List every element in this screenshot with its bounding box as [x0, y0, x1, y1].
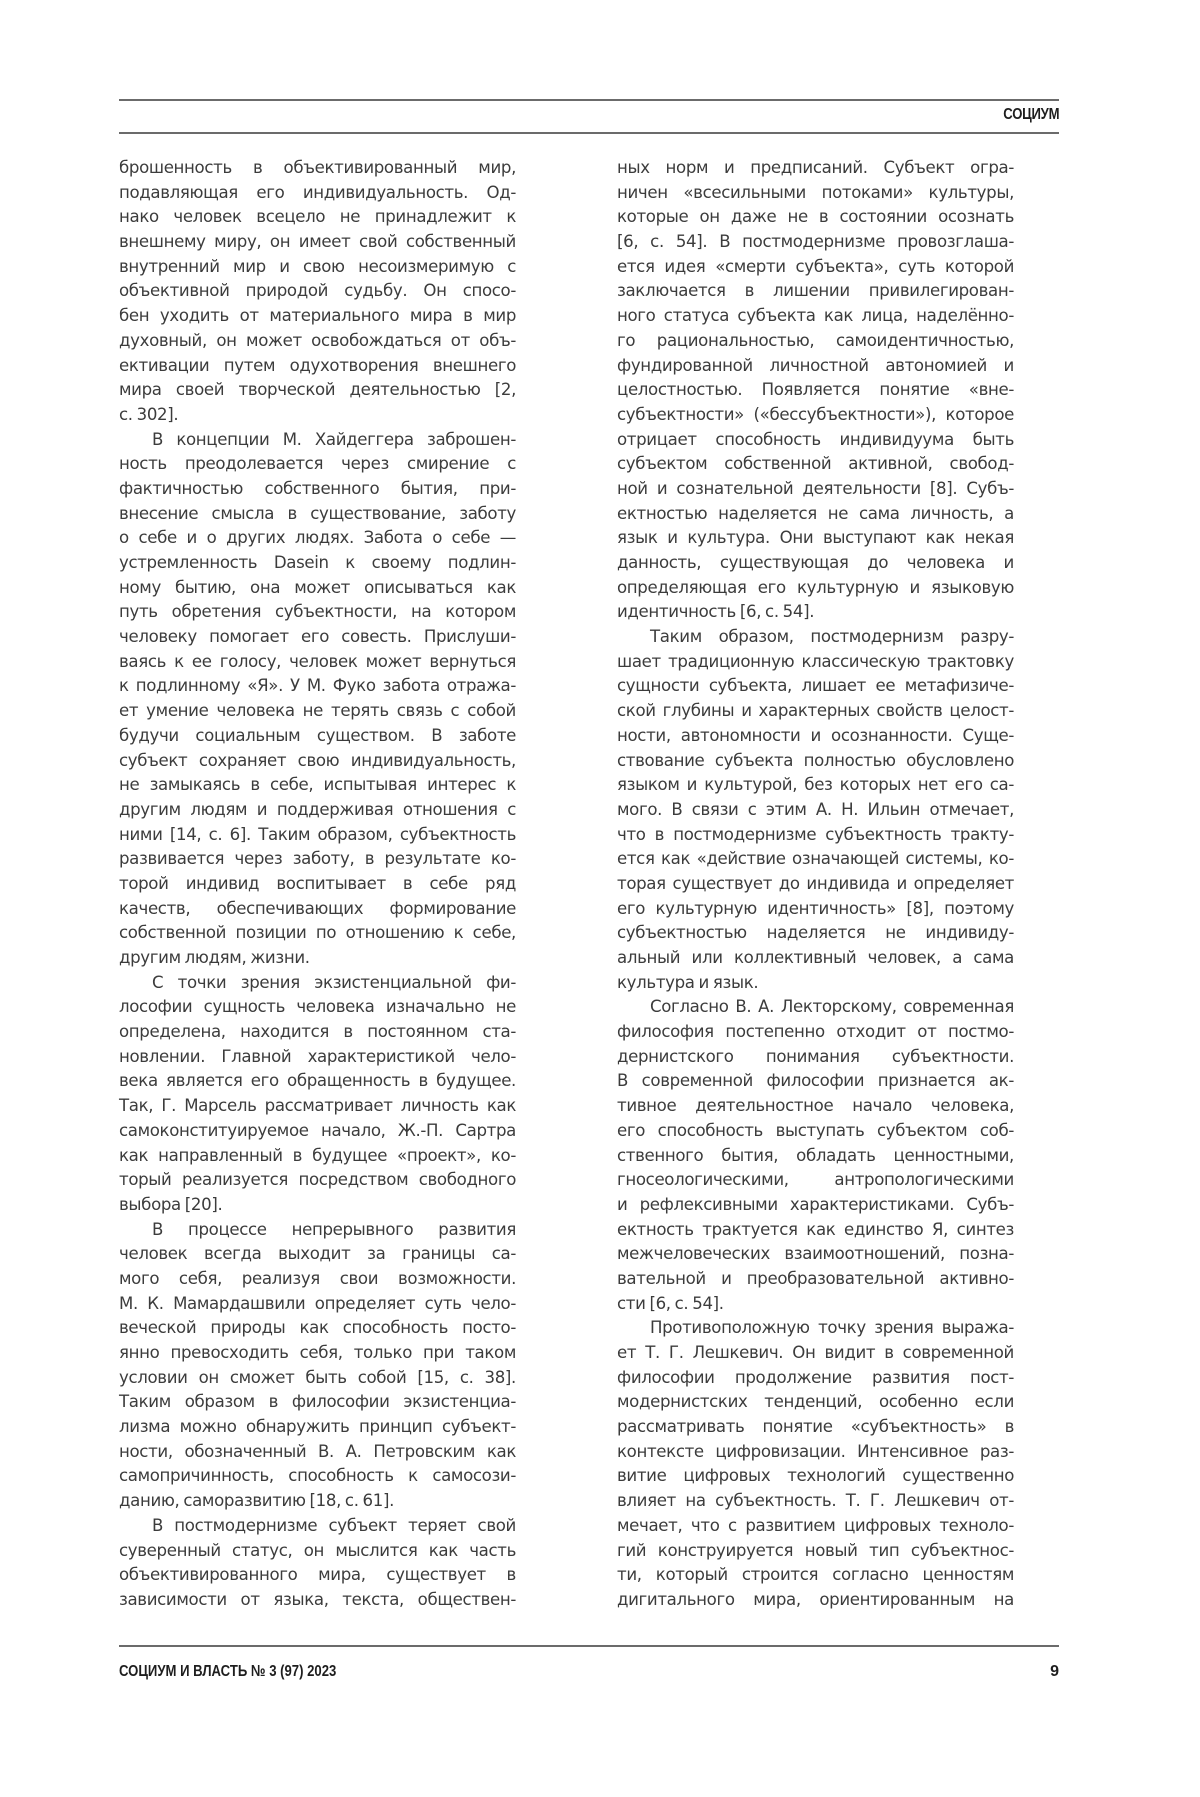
text-line: человеку помогает его совесть. Прислуши-: [119, 627, 516, 647]
text-line: Так, Г. Марсель рассматривает личность как: [119, 1096, 516, 1116]
text-line: субъектностью наделяется не индивиду-: [617, 923, 1014, 943]
text-line: подавляющая его индивидуальность. Од-: [119, 182, 516, 202]
text-line: М. К. Мамардашвили определяет суть чело-: [119, 1293, 516, 1313]
text-line: что в постмодернизме субъектность тракту-: [617, 824, 1014, 844]
text-line: века является его обращенность в будущее.: [119, 1071, 516, 1091]
footer-journal-title: СОЦИУМ И ВЛАСТЬ № 3 (97) 2023: [119, 1663, 337, 1680]
paragraph-first-line: В процессе непрерывного развития: [152, 1219, 516, 1239]
text-line: сти [6, с. 54].: [617, 1293, 724, 1313]
text-line: идентичность [6, с. 54].: [617, 602, 815, 622]
text-line: дернистского понимания субъектности.: [617, 1046, 1014, 1066]
text-line: духовный, он может освобождаться от объ-: [119, 330, 516, 350]
text-line: о себе и о других людях. Забота о себе —: [119, 528, 516, 548]
text-line: философия постепенно отходит от постмо-: [617, 1022, 1014, 1042]
text-line: ет Т. Г. Лешкевич. Он видит в современной: [617, 1343, 1014, 1362]
text-line: ектность трактуется как единство Я, синтез: [617, 1219, 1014, 1239]
text-line: торая существует до индивида и определяет: [617, 873, 1014, 893]
text-line: фундированной личностной автономией и: [617, 355, 1014, 375]
text-line: шает традиционную классическую трактовку: [617, 651, 1014, 671]
text-line: Таким образом в философии экзистенциа-: [119, 1392, 516, 1412]
text-line: данность, существующая до человека и: [617, 553, 1014, 572]
text-line: не замыкаясь в себе, испытывая интерес к: [119, 775, 516, 795]
text-line: мира своей творческой деятельностью [2,: [119, 380, 516, 400]
text-line: ской глубины и характерных свойств целост-: [617, 701, 1014, 721]
text-line: ности, автономности и осознанности. Суще-: [617, 725, 1014, 745]
text-line: ной и сознательной деятельности [8]. Субъ-: [617, 478, 1014, 498]
text-line: торый реализуется посредством свободного: [119, 1170, 516, 1190]
text-line: выбора [20].: [119, 1194, 223, 1214]
text-line: ствование субъекта полностью обусловлено: [617, 750, 1014, 770]
text-line: философии продолжение развития пост-: [617, 1367, 1014, 1387]
text-line: ность преодолевается через смирение с: [119, 454, 516, 474]
text-line: другим людям, жизни.: [119, 948, 310, 967]
text-line: гий конструируется новый тип субъектнос-: [617, 1540, 1014, 1560]
paragraph-first-line: Противоположную точку зрения выража-: [650, 1318, 1014, 1338]
text-line: ет умение человека не терять связь с собой: [119, 701, 516, 721]
text-line: брошенность в объективированный мир,: [119, 158, 516, 177]
text-line: дигитального мира, ориентированным на: [617, 1589, 1014, 1609]
text-line: го рациональностью, самоидентичностью,: [617, 330, 1014, 350]
text-line: ется идея «смерти субъекта», суть которой: [617, 256, 1014, 276]
text-line: В современной философии признается ак-: [617, 1071, 1014, 1091]
text-line: сущности субъекта, лишает ее метафизиче-: [617, 676, 1014, 696]
paragraph-first-line: В постмодернизме субъект теряет свой: [152, 1515, 516, 1535]
paragraph-first-line: В концепции М. Хайдеггера заброшен-: [152, 429, 516, 449]
text-line: лософии сущность человека изначально не: [119, 997, 516, 1017]
text-line: тивное деятельностное начало человека,: [617, 1096, 1014, 1116]
text-column-left: [119, 156, 516, 1613]
text-line: торой индивид воспитывает в себе ряд: [119, 873, 516, 893]
paragraph-first-line: С точки зрения экзистенциальной фи-: [152, 972, 516, 992]
text-line: человек всегда выходит за границы са-: [119, 1244, 516, 1264]
text-line: влияет на субъектность. Т. Г. Лешкевич от-: [617, 1491, 1014, 1511]
text-line: к подлинному «Я». У М. Фуко забота отража-: [119, 676, 516, 696]
text-line: ности, обозначенный В. А. Петровским как: [119, 1441, 516, 1461]
text-line: самопричинность, способность к самосози-: [119, 1466, 516, 1486]
text-line: лизма можно обнаружить принцип субъект-: [119, 1417, 516, 1437]
header-rule-top: [119, 99, 1059, 101]
text-line: мого себя, реализуя свои возможности.: [119, 1268, 516, 1288]
text-line: определена, находится в постоянном ста-: [119, 1022, 516, 1042]
text-line: модернистских тенденций, особенно если: [617, 1392, 1014, 1412]
text-line: данию, саморазвитию [18, с. 61].: [119, 1491, 395, 1511]
text-line: веческой природы как способность посто-: [119, 1318, 516, 1338]
text-line: с. 302].: [119, 404, 179, 424]
text-line: субъектности» («бессубъектности»), которое: [617, 404, 1014, 424]
text-line: ных норм и предписаний. Субъект огра-: [617, 158, 1014, 177]
text-line: межчеловеческих взаимоотношений, позна-: [617, 1244, 1014, 1264]
text-line: витие цифровых технологий существенно: [617, 1466, 1014, 1486]
text-line: мечает, что с развитием цифровых техноло-: [617, 1515, 1014, 1535]
text-line: внутренний мир и свою несоизмеримую с: [119, 256, 516, 276]
text-line: ними [14, с. 6]. Таким образом, субъектность: [119, 824, 516, 844]
text-line: ного статуса субъекта как лица, наделённо-: [617, 306, 1014, 326]
text-line: ственного бытия, обладать ценностными,: [617, 1145, 1014, 1165]
text-line: качеств, обеспечивающих формирование: [119, 898, 516, 918]
paragraph-first-line: Согласно В. А. Лекторскому, современная: [650, 997, 1014, 1017]
text-line: [6, с. 54]. В постмодернизме провозглаша-: [617, 232, 1014, 252]
text-line: бен уходить от материального мира в мир: [119, 306, 516, 326]
text-line: культура и язык.: [617, 972, 759, 992]
text-line: ется как «действие означающей системы, ко-: [617, 849, 1014, 869]
text-column-right: [617, 156, 1014, 1613]
paragraph-first-line: Таким образом, постмодернизм разру-: [650, 627, 1014, 647]
text-line: внесение смысла в существование, заботу: [119, 503, 516, 523]
text-line: ективации путем одухотворения внешнего: [119, 355, 516, 375]
text-line: новлении. Главной характеристикой чело-: [119, 1046, 516, 1066]
text-line: целостностью. Появляется понятие «вне-: [617, 380, 1014, 400]
text-line: ному бытию, она может описываться как: [119, 577, 516, 597]
text-line: другим людям и поддерживая отношения с: [119, 799, 516, 819]
text-line: условии он сможет быть собой [15, с. 38].: [119, 1367, 516, 1387]
text-line: субъектом собственной активной, свобод-: [617, 454, 1014, 474]
text-line: язык и культура. Они выступают как некая: [617, 528, 1014, 548]
text-line: альный или коллективный человек, а сама: [617, 948, 1014, 967]
page-number: 9: [1050, 1663, 1059, 1680]
text-line: ничен «всесильными потоками» культуры,: [617, 182, 1014, 202]
text-line: отрицает способность индивидуума быть: [617, 429, 1014, 449]
text-line: и рефлексивными характеристиками. Субъ-: [617, 1194, 1014, 1214]
text-line: ваясь к ее голосу, человек может вернуться: [119, 651, 516, 671]
text-line: субъект сохраняет свою индивидуальность,: [119, 750, 516, 770]
text-line: внешнему миру, он имеет свой собственный: [119, 232, 516, 252]
text-line: заключается в лишении привилегирован-: [617, 281, 1014, 301]
text-line: будучи социальным существом. В заботе: [119, 725, 516, 745]
text-line: рассматривать понятие «субъектность» в: [617, 1417, 1014, 1437]
text-line: самоконституируемое начало, Ж.-П. Сартра: [119, 1120, 516, 1140]
text-line: зависимости от языка, текста, обществен-: [119, 1589, 516, 1609]
text-line: определяющая его культурную и языковую: [617, 577, 1014, 597]
text-line: суверенный статус, он мыслится как часть: [119, 1540, 516, 1560]
text-line: гносеологическими, антропологическими: [617, 1170, 1014, 1190]
text-line: его способность выступать субъектом соб-: [617, 1120, 1014, 1140]
text-line: его культурную идентичность» [8], поэтому: [617, 898, 1014, 918]
footer-rule: [119, 1645, 1059, 1647]
text-line: фактичностью собственного бытия, при-: [119, 478, 516, 498]
text-line: ектностью наделяется не сама личность, а: [617, 503, 1014, 523]
text-line: путь обретения субъектности, на котором: [119, 602, 516, 622]
text-line: устремленность Dasein к своему подлин-: [119, 553, 516, 572]
text-line: объективированного мира, существует в: [119, 1565, 516, 1585]
text-line: развивается через заботу, в результате ко-: [119, 849, 516, 869]
text-line: нако человек всецело не принадлежит к: [119, 207, 516, 227]
text-line: языком и культурой, без которых нет его са-: [617, 775, 1014, 795]
running-head: СОЦИУМ: [1003, 106, 1059, 123]
text-line: вательной и преобразовательной активно-: [617, 1268, 1014, 1288]
header-rule-bottom: [119, 132, 1059, 134]
text-line: янно превосходить себя, только при таком: [119, 1343, 516, 1362]
text-line: контексте цифровизации. Интенсивное раз-: [617, 1441, 1014, 1461]
text-line: которые он даже не в состоянии осознать: [617, 207, 1014, 227]
text-line: ти, который строится согласно ценностям: [617, 1565, 1014, 1585]
text-line: мого. В связи с этим А. Н. Ильин отмечает,: [617, 799, 1014, 819]
text-line: объективной природой судьбу. Он спосо-: [119, 281, 516, 301]
text-line: собственной позиции по отношению к себе,: [119, 923, 516, 943]
text-line: как направленный в будущее «проект», ко-: [119, 1145, 516, 1165]
